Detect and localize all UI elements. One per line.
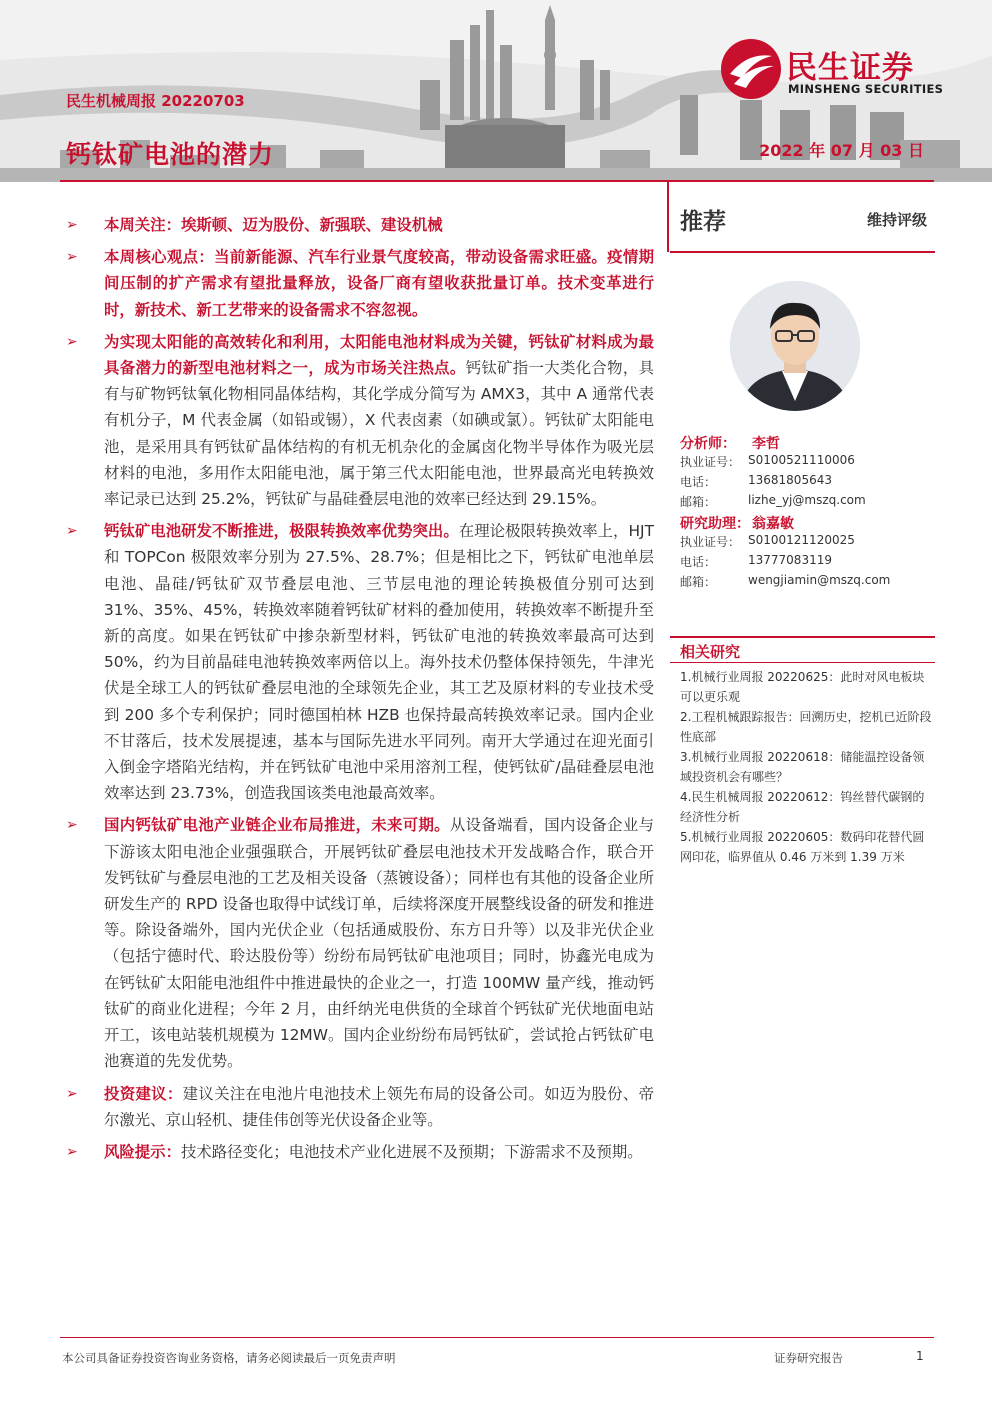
assistant-name: 翁嘉敏 <box>752 516 794 532</box>
analyst-role-label: 分析师： <box>680 436 736 452</box>
analyst-license-row <box>680 453 935 473</box>
summary-paragraph <box>64 212 654 238</box>
paragraph-body: 在理论极限转换效率上，HJT 和 TOPCon 极限效率分别为 27.5%、28.7%；但是相比之下，钙钛矿电池单层电池、晶硅/钙钛矿双节叠层电池、三节层电池的理论转换极值分别可达到 31%、35%、45%，转换效率随着钙钛矿材料的叠加使用，转换效率不断提升至新的高度。如果在钙钛矿中掺杂新型材料，钙钛矿电池的转换效率最高可达到 50%，约为目前晶硅电池转换效率两倍以上。海外技术仍整体保持领先，牛津光伏是全球工人的钙钛矿叠层电池的全球领先企业，其工艺及原材料的专业技术受到 200 多个专利保护；同时德国柏林 HZB 也保持最高转换效率记录。国内企业不甘落后，技术发展提速，基本与国际先进水平同列。南开大学通过在迎光面引入倒金字塔陷光结构，并在钙钛矿电池中采用溶剂工程，使钙钛矿/晶硅叠层电池效率达到 23.73%，创造我国该类电池最高效率。 <box>104 522 654 803</box>
paragraph-highlight: 本周关注：埃斯顿、迈为股份、新强联、建设机械 <box>104 216 443 234</box>
email-address[interactable]: wengjiamin@mszq.com <box>748 573 891 587</box>
related-research-item[interactable]: 1.机械行业周报 20220625：此时对风电板块可以更乐观 <box>680 670 925 704</box>
paragraph-body: 从设备端看，国内设备企业与下游该太阳电池企业强强联合，开展钙钛矿叠层电池技术开发战略合作，联合开发钙钛矿与叠层电池的工艺及相关设备（蒸镀设备）；同样也有其他的设备企业所研发生产的 RPD 设备也取得中试线订单，后续将深度开展整线设备的研发和推进等。除设备端外，国内光伏企业（包括通威股份、东方日升等）以及非光伏企业（包括宁德时代、聆达股份等）纷纷布局钙钛矿电池项目；同时，协鑫光电成为在钙钛矿太阳能电池组件中推进最快的企业之一，打造 100MW 量产线，推动钙钛矿的商业化进程；今年 2 月，由纤纳光电供货的全球首个钙钛矿光伏地面电站开工，该电站装机规模为 12MW。国内企业纷纷布局钙钛矿，尝试抢占钙钛矿电池赛道的先发优势。 <box>104 816 654 1071</box>
phone-number: 13681805643 <box>748 473 832 487</box>
assistant-phone-row <box>680 553 935 573</box>
paragraph-highlight: 钙钛矿电池研发不断推进，极限转换效率优势突出。 <box>104 522 459 541</box>
analyst-portrait-icon <box>730 281 860 411</box>
bullet-arrow-icon: ➢ <box>66 217 78 233</box>
brand-name-en: MINSHENG SECURITIES <box>788 82 944 96</box>
related-research-item[interactable]: 4.民生机械周报 20220612：钨丝替代碳钢的经济性分析 <box>680 790 925 824</box>
phone-number: 13777083119 <box>748 553 832 567</box>
assistant-license-row <box>680 533 935 553</box>
email-label: 邮箱： <box>680 575 717 589</box>
bullet-arrow-icon: ➢ <box>66 333 78 350</box>
summary-paragraph <box>64 329 654 512</box>
summary-paragraph <box>64 244 654 323</box>
paragraph-highlight: 风险提示： <box>104 1142 181 1161</box>
related-research-list <box>680 667 935 867</box>
report-series: 民生机械周报 20220703 <box>66 92 245 110</box>
investment-rating: 推荐 <box>680 209 726 235</box>
paragraph-body: 建议关注在电池片电池技术上领先布局的设备公司。如迈为股份、帝尔激光、京山轻机、捷佳伟创等光伏设备企业等。 <box>104 1084 654 1129</box>
summary-paragraph <box>64 1081 654 1133</box>
analyst-phone-row <box>680 473 935 493</box>
assistant-name-row <box>680 513 935 533</box>
paragraph-body: 钙钛矿指一大类化合物，具有与矿物钙钛氧化物相同晶体结构，其化学成分简写为 AMX3，其中 A 通常代表有机分子，M 代表金属（如铅或锡），X 代表卤素（如碘或氯）。钙钛矿太阳能电池，是采用具有钙钛矿晶体结构的有机无机杂化的金属卤化物半导体作为吸光层材料的电池，多用作太阳能电池，属于第三代太阳能电池，世界最高光电转换效率记录已达到 25.2%，钙钛矿与晶硅叠层电池的效率已经达到 29.15%。 <box>104 359 654 509</box>
summary-paragraph <box>64 518 654 806</box>
summary-paragraph <box>64 1139 654 1165</box>
related-research-title: 相关研究 <box>680 643 741 661</box>
email-label: 邮箱： <box>680 495 717 509</box>
phone-label: 电话： <box>680 555 717 569</box>
report-title: 钙钛矿电池的潜力 <box>66 140 275 169</box>
license-number: S0100121120025 <box>748 533 855 547</box>
paragraph-highlight: 投资建议： <box>104 1084 183 1103</box>
bullet-arrow-icon: ➢ <box>66 523 78 540</box>
analyst-name: 李哲 <box>752 436 780 452</box>
assistant-role-label: 研究助理： <box>680 516 750 532</box>
sidebar <box>670 195 935 864</box>
related-research-item[interactable]: 3.机械行业周报 20220618：储能温控设备领域投资机会有哪些？ <box>680 750 925 784</box>
summary-column <box>64 212 654 1171</box>
header-divider <box>60 180 934 182</box>
report-header <box>0 0 992 182</box>
email-address[interactable]: lizhe_yj@mszq.com <box>748 493 866 507</box>
bullet-arrow-icon: ➢ <box>66 1143 78 1160</box>
analyst-name-row <box>680 433 935 453</box>
column-divider <box>667 182 669 252</box>
paragraph-highlight: 本周核心观点：当前新能源、汽车行业景气度较高，带动设备需求旺盛。疫情期间压制的扩产需求有望批量释放，设备厂商有望收获批量订单。技术变革进行时，新技术、新工艺带来的设备需求不容忽视。 <box>104 248 654 319</box>
license-number: S0100521110006 <box>748 453 855 467</box>
page-number: 1 <box>916 1349 924 1363</box>
related-underline <box>670 662 935 663</box>
brand-name-cn: 民生证券 <box>786 50 914 86</box>
summary-paragraph <box>64 812 654 1074</box>
assistant-email-row <box>680 573 935 593</box>
license-label: 执业证号： <box>680 535 741 549</box>
rating-row <box>670 195 935 253</box>
minsheng-logo-icon <box>720 38 782 100</box>
paragraph-body: 技术路径变化；电池技术产业化进展不及预期；下游需求不及预期。 <box>180 1142 643 1161</box>
related-research-item[interactable]: 2.工程机械跟踪报告：回溯历史，挖机已近阶段性底部 <box>680 710 932 744</box>
phone-label: 电话： <box>680 475 717 489</box>
analyst-avatar <box>730 281 860 411</box>
footer-divider <box>60 1337 934 1338</box>
bullet-arrow-icon: ➢ <box>66 1085 78 1102</box>
rating-note: 维持评级 <box>866 211 927 229</box>
paragraph-highlight: 国内钙钛矿电池产业链企业布局推进，未来可期。 <box>104 816 450 835</box>
minsheng-logo <box>720 38 970 102</box>
footer-doc-type: 证券研究报告 <box>774 1351 843 1365</box>
license-label: 执业证号： <box>680 455 741 469</box>
related-divider <box>670 636 935 638</box>
paragraph-highlight: 为实现太阳能的高效转化和利用，太阳能电池材料成为关键，钙钛矿材料成为最具备潜力的新型电池材料之一，成为市场关注热点。 <box>104 332 654 378</box>
bullet-arrow-icon: ➢ <box>66 817 78 834</box>
footer-disclaimer: 本公司具备证券投资咨询业务资格，请务必阅读最后一页免责声明 <box>62 1351 396 1365</box>
analyst-contacts <box>680 433 935 593</box>
report-date: 2022 年 07 月 03 日 <box>759 141 924 160</box>
bullet-arrow-icon: ➢ <box>66 249 78 266</box>
analyst-email-row <box>680 493 935 513</box>
related-research-item[interactable]: 5.机械行业周报 20220605：数码印花替代圆网印花，临界值从 0.46 万米到 1.39 万米 <box>680 830 925 864</box>
